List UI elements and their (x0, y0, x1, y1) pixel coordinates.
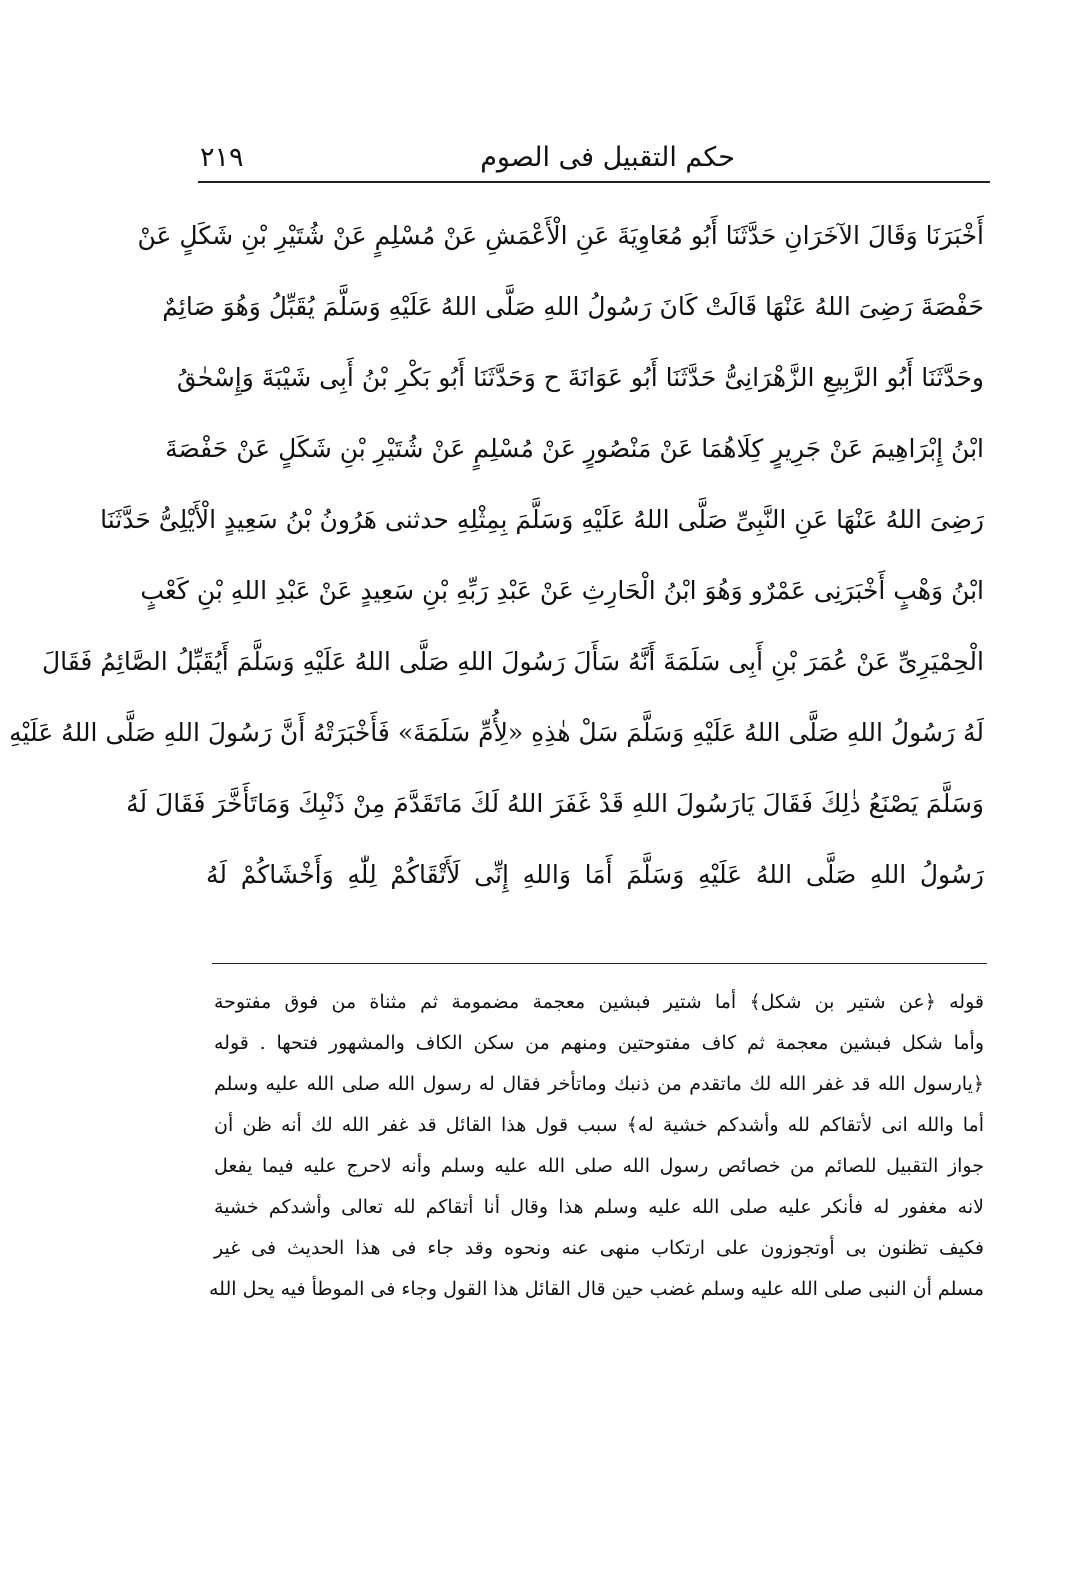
commentary-line: جواز التقبيل للصائم من خصائص رسول الله صلى الله عليه وسلم وأنه لاحرج عليه فيما يفعل (214, 1155, 984, 1177)
hadith-line: ابْنُ وَهْبٍ أَخْبَرَنِى عَمْرٌو وَهُوَ ابْنُ الْحَارِثِ عَنْ عَبْدِ رَبِّهِ بْنِ سَعِيدٍ عَنْ عَبْدِ اللهِ بْنِ كَعْبٍ (140, 576, 984, 605)
running-title: حكم التقبيل فى الصوم (480, 142, 735, 173)
commentary-line: فكيف تظنون بى أوتجوزون على ارتكاب منهى عنه ونحوه وقد جاء فى هذا الحديث فى غير (214, 1237, 984, 1259)
hadith-line: أَخْبَرَنَا وَقَالَ الآخَرَانِ حَدَّثَنَا أَبُو مُعَاوِيَةَ عَنِ الْأَعْمَشِ عَنْ مُسْلِمٍ عَنْ شُتَيْرِ بْنِ شَكَلٍ عَنْ (137, 221, 984, 250)
footnote-rule (212, 963, 987, 964)
commentary-line: أما والله انى لأتقاكم لله وأشدكم خشية له﴾ سبب قول هذا القائل قد غفر الله لك أنه ظن أن (214, 1114, 984, 1136)
hadith-line: وَسَلَّمَ يَصْنَعُ ذٰلِكَ فَقَالَ يَارَسُولَ اللهِ قَدْ غَفَرَ اللهُ لَكَ مَاتَقَدَّمَ مِنْ ذَنْبِكَ وَمَاتَأَخَّرَ فَقَالَ لَهُ (126, 789, 984, 818)
commentary-line: قوله ﴿عن شتير بن شكل﴾ أما شتير فبشين معجمة مضمومة ثم مثناة من فوق مفتوحة (214, 991, 984, 1013)
commentary-line: ﴿يارسول الله قد غفر الله لك ماتقدم من ذنبك وماتأخر فقال له رسول الله صلى الله عليه وسلم (214, 1073, 984, 1095)
hadith-line: لَهُ رَسُولُ اللهِ صَلَّى اللهُ عَلَيْهِ وَسَلَّمَ سَلْ هٰذِهِ «لِأُمِّ سَلَمَةَ» فَأَخْبَرَتْهُ أَنَّ رَسُولَ اللهِ صَلَّى اللهُ عَلَيْهِ (9, 718, 984, 747)
hadith-line: رَسُولُ اللهِ صَلَّى اللهُ عَلَيْهِ وَسَلَّمَ أَمَا وَاللهِ إِنِّى لَأَتْقَاكُمْ لِلّٰهِ وَأَخْشَاكُمْ لَهُ (206, 860, 984, 889)
page-header (200, 140, 990, 180)
hadith-line: رَضِىَ اللهُ عَنْهَا عَنِ النَّبِىِّ صَلَّى اللهُ عَلَيْهِ وَسَلَّمَ بِمِثْلِهِ حدثنى هَرُونُ بْنُ سَعِيدٍ الْأَيْلِىُّ حَدَّثَنَا (100, 505, 984, 534)
commentary-line: لانه مغفور له فأنكر عليه صلى الله عليه وسلم هذا وقال أنا أتقاكم لله تعالى وأشدكم خشية (214, 1196, 984, 1218)
hadith-line: الْحِمْيَرِىِّ عَنْ عُمَرَ بْنِ أَبِى سَلَمَةَ أَنَّهُ سَأَلَ رَسُولَ اللهِ صَلَّى اللهُ عَلَيْهِ وَسَلَّمَ أَيُقَبِّلُ الصَّائِمُ فَقَالَ (41, 647, 984, 676)
hadith-text-block (9, 200, 984, 910)
commentary-line: مسلم أن النبى صلى الله عليه وسلم غضب حين قال القائل هذا القول وجاء فى الموطأ فيه يحل الله (209, 1278, 984, 1300)
commentary-block (209, 982, 984, 1310)
commentary-line: وأما شكل فبشين معجمة ثم كاف مفتوحتين ومنهم من سكن الكاف والمشهور فتحها . قوله (214, 1032, 984, 1054)
hadith-line: حَفْصَةَ رَضِىَ اللهُ عَنْهَا قَالَتْ كَانَ رَسُولُ اللهِ صَلَّى اللهُ عَلَيْهِ وَسَلَّمَ يُقَبِّلُ وَهُوَ صَائِمٌ (162, 292, 984, 321)
hadith-line: وحَدَّثَنَا أَبُو الرَّبِيعِ الزَّهْرَانِىُّ حَدَّثَنَا أَبُو عَوَانَةَ ح وَحَدَّثَنَا أَبُو بَكْرِ بْنُ أَبِى شَيْبَةَ وَإِسْحٰقُ (176, 363, 984, 392)
header-rule (198, 181, 990, 183)
page-number: ٢١٩ (200, 142, 244, 173)
hadith-line: ابْنُ إِبْرَاهِيمَ عَنْ جَرِيرٍ كِلَاهُمَا عَنْ مَنْصُورٍ عَنْ مُسْلِمٍ عَنْ شُتَيْرِ بْنِ شَكَلٍ عَنْ حَفْصَةَ (165, 434, 984, 463)
